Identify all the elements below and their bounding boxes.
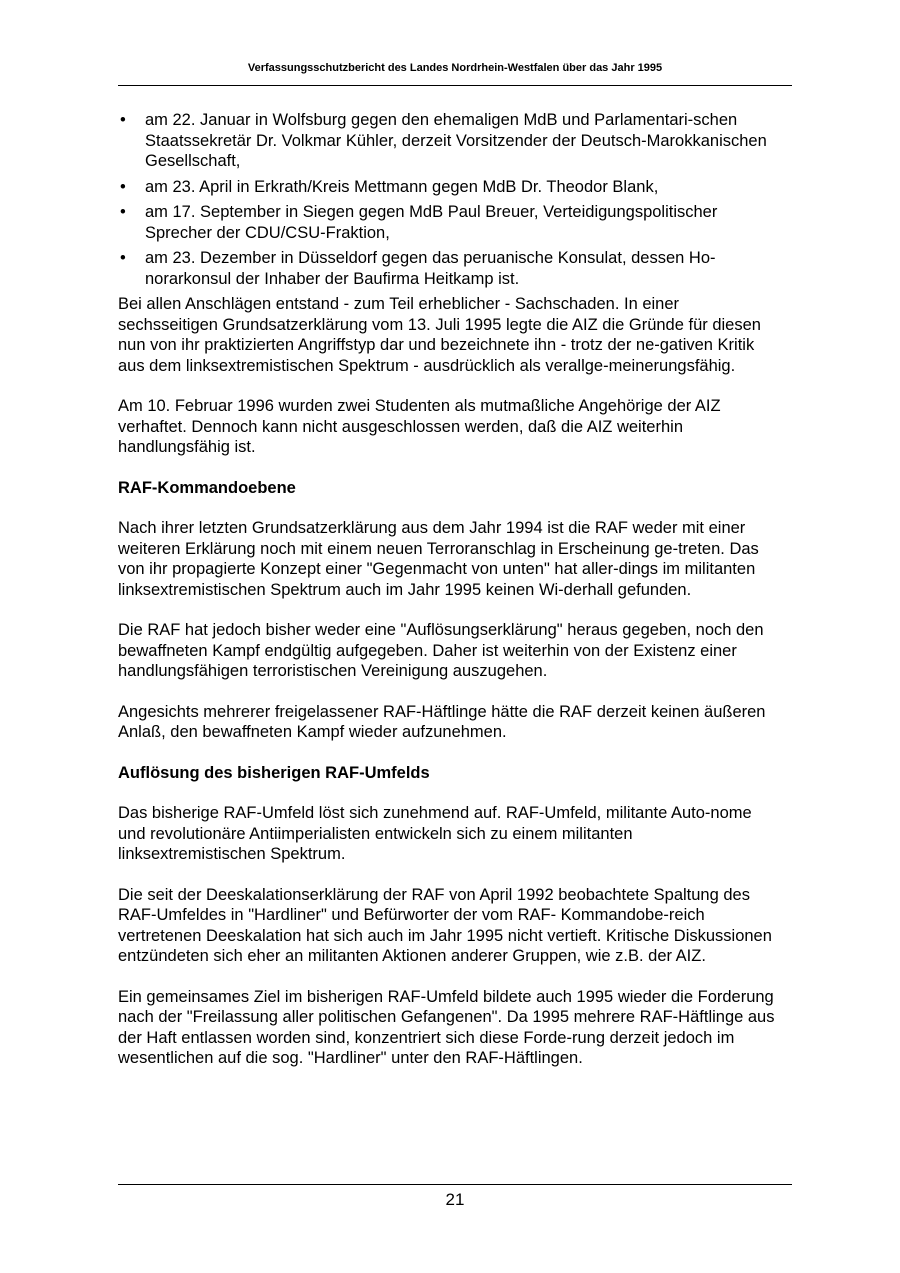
list-item [118, 110, 778, 172]
list-item-text: am 17. September in Siegen gegen MdB Paul Breuer, Verteidigungspolitischer Sprecher der CDU/CSU-Fraktion, [145, 203, 718, 242]
paragraph: Am 10. Februar 1996 wurden zwei Studenten als mutmaßliche Angehörige der AIZ verhaftet. Dennoch kann nicht ausgeschlossen werden, daß die AIZ weiterhin handlungsfähig ist. [118, 397, 721, 456]
footer-divider [118, 1184, 792, 1185]
paragraph: Angesichts mehrerer freigelassener RAF-Häftlinge hätte die RAF derzeit keinen äußeren Anlaß, den bewaffneten Kampf wieder aufzunehmen. [118, 702, 766, 741]
section-heading-raf-umfeld: Auflösung des bisherigen RAF-Umfelds [118, 763, 430, 782]
paragraph: Ein gemeinsames Ziel im bisherigen RAF-Umfeld bildete auch 1995 wieder die Forderung nach der "Freilassung aller politischen Gefangenen". Da 1995 mehrere RAF-Häftlinge aus der Haft entlassen worden sind, konzentriert sich diese Forde-rung derzeit jedoch im wesentlichen auf die sog. "Hardliner" unter den RAF-Häftlingen. [118, 987, 775, 1067]
page-header: Verfassungsschutzbericht des Landes Nordrhein-Westfalen über das Jahr 1995 [247, 62, 663, 74]
list-item-text: am 23. April in Erkrath/Kreis Mettmann gegen MdB Dr. Theodor Blank, [145, 177, 659, 196]
list-item [118, 202, 778, 243]
header-divider [118, 85, 792, 86]
bullet-icon: • [120, 249, 126, 267]
page-body [118, 110, 778, 1089]
list-item-text: am 22. Januar in Wolfsburg gegen den ehemaligen MdB und Parlamentari-schen Staatssekretär Dr. Volkmar Kühler, derzeit Vorsitzender der Deutsch-Marokkanischen Gesellschaft, [145, 111, 767, 170]
page-number: 21 [445, 1190, 465, 1209]
section-heading-raf-kommandoebene: RAF-Kommandoebene [118, 478, 296, 497]
bullet-icon: • [120, 203, 126, 221]
paragraph: Die seit der Deeskalationserklärung der RAF von April 1992 beobachtete Spaltung des RAF-Umfeldes in "Hardliner" und Befürworter der vom RAF- Kommandobe-reich vertretenen Deeskalation hat sich auch im Jahr 1995 nicht vertieft. Kritische Diskussionen entzündeten sich eher an militanten Aktionen anderer Gruppen, wie z.B. der AIZ. [118, 885, 772, 965]
bullet-icon: • [120, 177, 126, 196]
paragraph: Bei allen Anschlägen entstand - zum Teil erheblicher - Sachschaden. In einer sechsseitigen Grundsatzerklärung vom 13. Juli 1995 legte die AIZ die Gründe für diesen nun von ihr praktizierten Angriffstyp dar und bezeichnete ihn - trotz der ne-gativen Kritik aus dem linksextremistischen Spektrum - ausdrücklich als verallge-meinerungsfähig. [118, 295, 761, 375]
paragraph: Nach ihrer letzten Grundsatzerklärung aus dem Jahr 1994 ist die RAF weder mit einer weiteren Erklärung noch mit einem neuen Terroranschlag in Erscheinung ge-treten. Das von ihr propagierte Konzept einer "Gegenmacht von unten" hat aller-dings im militanten linksextremistischen Spektrum auch im Jahr 1995 keinen Wi-derhall gefunden. [118, 519, 759, 599]
list-item [118, 248, 778, 289]
paragraph: Das bisherige RAF-Umfeld löst sich zunehmend auf. RAF-Umfeld, militante Auto-nome und revolutionäre Antiimperialisten entwickeln sich zu einem militanten linksextremistischen Spektrum. [118, 804, 752, 863]
list-item-text: am 23. Dezember in Düsseldorf gegen das peruanische Konsulat, dessen Ho-norarkonsul der Inhaber der Baufirma Heitkamp ist. [145, 249, 716, 288]
paragraph: Die RAF hat jedoch bisher weder eine "Auflösungserklärung" heraus gegeben, noch den bewaffneten Kampf endgültig aufgegeben. Daher ist weiterhin von der Existenz einer handlungsfähigen terroristischen Vereinigung auszugehen. [118, 621, 764, 680]
list-item [118, 177, 778, 198]
attack-list [118, 110, 778, 289]
bullet-icon: • [120, 111, 126, 129]
